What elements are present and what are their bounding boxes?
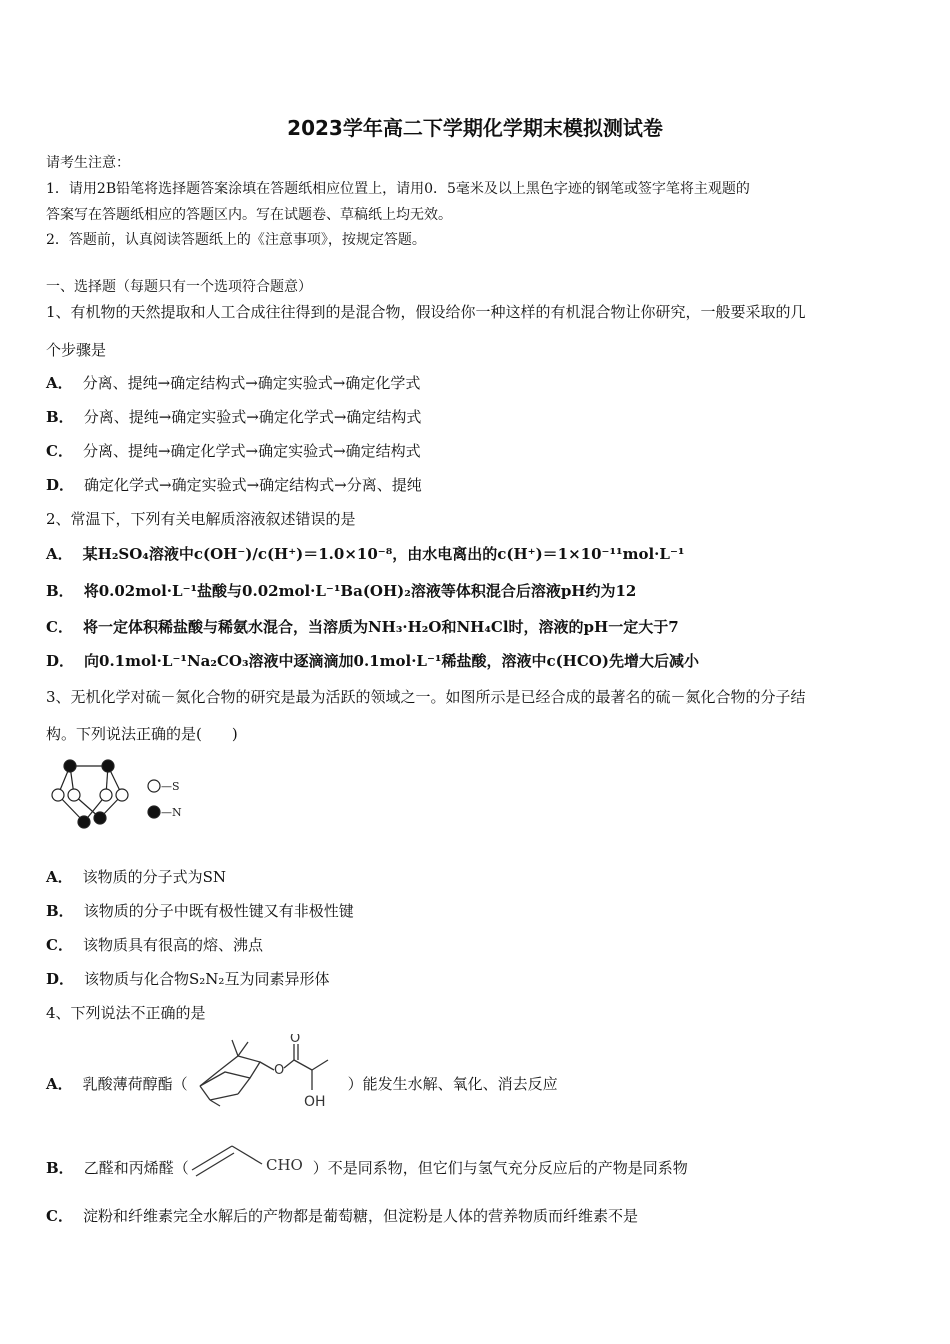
page-title: 2023学年高二下学期化学期末模拟测试卷 — [287, 116, 663, 140]
option-label: D． — [46, 970, 75, 988]
option-text-before: 乙醛和丙烯醛（ — [83, 1159, 189, 1177]
q2-stem: 2、常温下，下列有关电解质溶液叙述错误的是 — [46, 510, 356, 528]
option-text: 该物质的分子中既有极性键又有非极性键 — [83, 902, 354, 920]
q4-option-b — [46, 1157, 688, 1178]
option-label: C． — [46, 618, 73, 636]
q2-option-c — [46, 616, 679, 637]
option-label: A． — [46, 1075, 73, 1093]
option-text: 将一定体积稀盐酸与稀氨水混合，当溶质为NH₃·H₂O和NH₄Cl时，溶液的pH一定大于7 — [82, 618, 679, 636]
option-label: C． — [46, 936, 73, 954]
q2-option-d — [46, 650, 699, 671]
q1-option-d — [46, 474, 422, 495]
carbonyl-oxygen-label: O — [290, 1034, 301, 1046]
option-text: 某H₂SO₄溶液中c(OH⁻)/c(H⁺)＝1.0×10⁻⁸，由水电离出的c(H⁺)＝1×10⁻¹¹mol·L⁻¹ — [82, 545, 685, 563]
option-text: 该物质与化合物S₂N₂互为同素异形体 — [84, 970, 330, 988]
option-label: A． — [46, 868, 73, 886]
option-label: A． — [46, 545, 73, 563]
q3-option-b — [46, 900, 354, 921]
option-text: 淀粉和纤维素完全水解后的产物都是葡萄糖，但淀粉是人体的营养物质而纤维素不是 — [82, 1207, 638, 1225]
q4-stem: 4、下列说法不正确的是 — [46, 1004, 206, 1022]
q3-option-d — [46, 968, 329, 989]
option-label: A． — [46, 374, 73, 392]
sulfur-nitrogen-structure-figure — [48, 758, 198, 838]
option-text-after: ）不是同系物，但它们与氢气充分反应后的产物是同系物 — [312, 1159, 688, 1177]
option-label: C． — [46, 442, 73, 460]
option-text: 该物质的分子式为SN — [82, 868, 227, 886]
option-label: B． — [46, 902, 74, 920]
q3-stem-line1: 3、无机化学对硫－氮化合物的研究是最为活跃的领域之一。如图所示是已经合成的最著名的硫－氮化合物的分子结 — [46, 688, 806, 706]
option-text-after: ）能发生水解、氧化、消去反应 — [347, 1075, 558, 1093]
q3-option-c — [46, 934, 263, 955]
option-label: B． — [46, 1159, 74, 1177]
option-text: 将0.02mol·L⁻¹盐酸与0.02mol·L⁻¹Ba(OH)₂溶液等体积混合后溶液pH约为12 — [83, 582, 637, 600]
legend-s: —S — [161, 780, 180, 793]
q1-option-c — [46, 440, 421, 461]
q3-stem-line2: 构。下列说法正确的是( ) — [46, 725, 238, 743]
notice-item1-line1: 1．请用2B铅笔将选择题答案涂填在答题纸相应位置上，请用0．5毫米及以上黑色字迹的钢笔或签字笔将主观题的 — [46, 181, 750, 197]
ester-oxygen-label: O — [274, 1063, 285, 1078]
option-text: 该物质具有很高的熔、沸点 — [82, 936, 263, 954]
option-text: 分离、提纯→确定实验式→确定化学式→确定结构式 — [83, 408, 422, 426]
option-label: B． — [46, 408, 74, 426]
option-text: 分离、提纯→确定结构式→确定实验式→确定化学式 — [82, 374, 421, 392]
q3-option-a — [46, 866, 226, 887]
q1-stem-line2: 个步骤是 — [46, 341, 107, 359]
option-text: 向0.1mol·L⁻¹Na₂CO₃溶液中逐滴滴加0.1mol·L⁻¹稀盐酸，溶液中c(HCO)先增大后减小 — [84, 652, 699, 670]
legend-n: —N — [161, 806, 182, 819]
section-heading: 一、选择题（每题只有一个选项符合题意） — [46, 279, 312, 295]
option-label: D． — [46, 652, 75, 670]
q1-option-a — [46, 372, 420, 393]
notice-item1-line2: 答案写在答题纸相应的答题区内。写在试题卷、草稿纸上均无效。 — [46, 207, 452, 223]
acrolein-structure — [186, 1138, 314, 1182]
q1-stem-line1: 1、有机物的天然提取和人工合成往往得到的是混合物，假设给你一种这样的有机混合物让你研究，一般要采取的几 — [46, 303, 806, 321]
option-text: 确定化学式→确定实验式→确定结构式→分离、提纯 — [84, 476, 422, 494]
option-text-before: 乳酸薄荷醇酯（ — [82, 1075, 188, 1093]
q2-option-a — [46, 543, 684, 564]
option-label: D． — [46, 476, 75, 494]
hydroxyl-label: OH — [304, 1094, 326, 1110]
notice-item2: 2．答题前，认真阅读答题纸上的《注意事项》，按规定答题。 — [46, 232, 426, 248]
q2-option-b — [46, 580, 636, 601]
menthyl-lactate-structure — [190, 1034, 350, 1118]
q4-option-c — [46, 1205, 638, 1226]
notice-heading: 请考生注意： — [46, 155, 130, 171]
option-label: B． — [46, 582, 74, 600]
option-text: 分离、提纯→确定化学式→确定实验式→确定结构式 — [82, 442, 421, 460]
aldehyde-group-label: CHO — [266, 1156, 303, 1174]
q1-option-b — [46, 406, 421, 427]
option-label: C． — [46, 1207, 73, 1225]
